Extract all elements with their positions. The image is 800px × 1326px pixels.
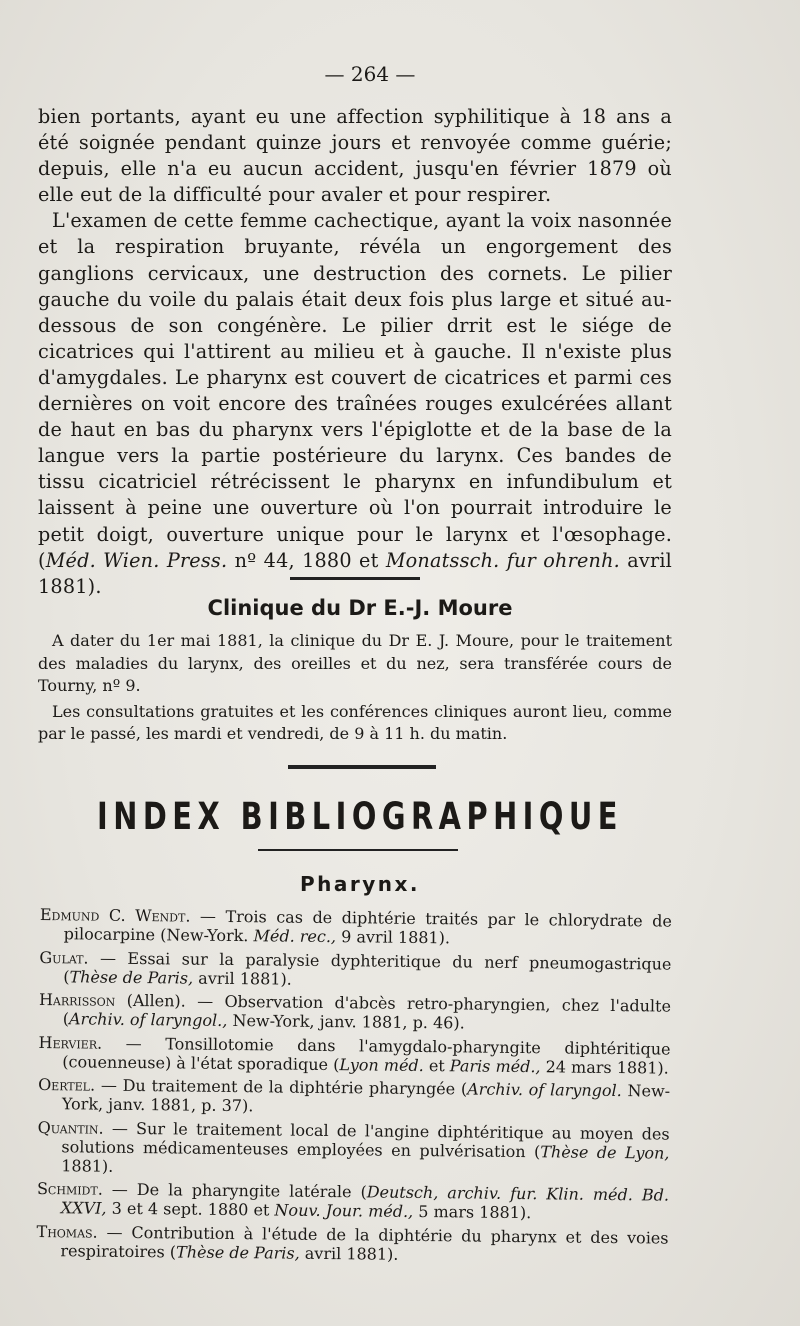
bibliography-entry: [39, 947, 671, 992]
paragraph-examination: [38, 208, 672, 599]
entry-author: Edmund C. Wendt.: [39, 905, 191, 926]
entry-text: (Allen). — Observation d'abcès retro-pharyngien, chez l'adulte (: [62, 990, 672, 1029]
clinic-paragraph: Les consultations gratuites et les conférences cliniques auront lieu, comme par le passé, les mardi et vendredi, de 9 à 11 h. du matin.: [38, 701, 672, 743]
entry-text: 3 et 4 sept. 1880 et: [106, 1198, 275, 1220]
bibliography-entry: [37, 1179, 669, 1224]
clinic-heading: Clinique du Dr E.-J. Moure: [207, 596, 513, 620]
entry-text: 1881).: [61, 1155, 114, 1176]
main-text: [38, 104, 672, 600]
section-divider: [290, 577, 420, 580]
section-heading: Pharynx.: [299, 872, 421, 896]
heading-underline: [258, 849, 458, 851]
entry-text: New-York, janv. 1881, p. 46).: [227, 1010, 465, 1033]
entry-text: — De la pharyngite latérale (: [102, 1179, 367, 1202]
bibliography-entry: [36, 1221, 668, 1266]
entry-text: avril 1881).: [299, 1243, 399, 1264]
entry-source: Nouv. Jour. méd.,: [274, 1200, 414, 1221]
index-heading: INDEX BIBLIOGRAPHIQUE: [97, 795, 623, 838]
entry-author: Schmidt.: [36, 1178, 103, 1199]
entry-text: 9 avril 1881).: [335, 927, 451, 948]
entry-text: — Essai sur la paralysie dyphteritique du nerf pneumogastrique (: [63, 948, 672, 986]
entry-author: Oertel.: [38, 1074, 96, 1095]
citation-text: nº 44, 1880 et: [227, 548, 386, 572]
paragraph-continuation: bien portants, ayant eu une affection syphilitique à 18 ans a été soignée pendant quinze jours et renvoyée comme guérie; depuis, elle n'a eu aucun accident, jusqu'en février 1879 où elle eut de la difficulté pour avaler et pour respirer.: [38, 105, 672, 207]
entry-source: Thèse de Paris,: [175, 1241, 300, 1263]
bibliography-entry: [39, 990, 671, 1035]
entry-author: Harrisson: [38, 989, 116, 1010]
entry-source: Lyon méd.: [339, 1054, 424, 1075]
bibliography-entry: [38, 1075, 670, 1120]
bibliography-entry: [40, 905, 672, 950]
entry-text: — Du traitement de la diphtérie pharyngée (: [95, 1075, 468, 1099]
entry-text: — Sur le traitement local de l'angine diphtéritique au moyen des solutions médicamenteuses employées en pulvérisation (: [61, 1118, 670, 1161]
entry-text: — Tonsillotomie dans l'amygdalo-pharyngite diphtéritique (couenneuse) à l'état sporadique (: [62, 1033, 671, 1074]
citation-italic: Méd. Wien. Press.: [45, 548, 228, 572]
entry-text: 24 mars 1881).: [540, 1056, 669, 1078]
entry-source: Deutsch, archiv. fur. Klin. méd. Bd. XXVI,: [60, 1182, 670, 1218]
entry-text: avril 1881).: [193, 968, 292, 989]
citation-text: avril 1881).: [38, 548, 672, 598]
entry-source: Archiv. of laryngol.: [467, 1079, 622, 1101]
bibliography-entry: [37, 1117, 670, 1181]
page-number: — 264 —: [324, 62, 416, 86]
citation-italic: Monatssch. fur ohrenh.: [385, 548, 620, 572]
section-divider: [288, 765, 436, 769]
entry-author: Hervier.: [38, 1032, 103, 1053]
bibliography-entry: [38, 1032, 670, 1077]
entry-text: — Trois cas de diphtérie traités par le chlorydrate de pilocarpine (New-York.: [63, 906, 672, 946]
clinic-paragraph: A dater du 1er mai 1881, la clinique du Dr E. J. Moure, pour le traitement des maladies du larynx, des oreilles et du nez, sera transférée cours de Tourny, nº 9.: [38, 631, 672, 695]
entry-source: Méd. rec.,: [253, 926, 337, 947]
entry-source: Thèse de Paris,: [69, 966, 194, 988]
entry-author: Quantin.: [37, 1117, 104, 1138]
entry-text: New-York, janv. 1881, p. 37).: [61, 1081, 671, 1116]
entry-text: 5 mars 1881).: [413, 1201, 532, 1223]
entry-source: Archiv. of laryngol.,: [68, 1009, 228, 1030]
entry-text: — Contribution à l'étude de la diphtérie du pharynx et des voies respiratoires (: [60, 1222, 669, 1261]
entry-text: et: [423, 1055, 450, 1075]
bibliography-list: [36, 905, 672, 1271]
entry-author: Thomas.: [36, 1221, 98, 1242]
paragraph-text: L'examen de cette femme cachectique, ayant la voix nasonnée et la respiration bruyante, révéla un engorgement des ganglions cervicaux, une destruction des cornets. Le pilier gauche du voile du palais était deux fois plus large et situé au-dessous de son congénère. Le pilier drrit est le siége de cicatrices qui l'attirent au milieu et à gauche. Il n'existe plus d'amygdales. Le pharynx est couvert de cicatrices et parmi ces dernières on voit encore des traînées rouges exulcérées allant de haut en bas du pharynx vers l'épiglotte et de la base de la langue vers la partie postérieure du larynx. Ces bandes de tissu cicatriciel rétrécissent le pharynx en infundibulum et laissent à peine une ouverture où l'on pourrait introduire le petit doigt, ouverture unique pour le larynx et l'œsophage. (: [38, 209, 672, 572]
entry-source: Thèse de Lyon,: [540, 1141, 670, 1163]
entry-author: Gulat.: [39, 947, 89, 968]
entry-source: Paris méd.,: [449, 1055, 541, 1076]
clinic-notice: [38, 630, 672, 746]
